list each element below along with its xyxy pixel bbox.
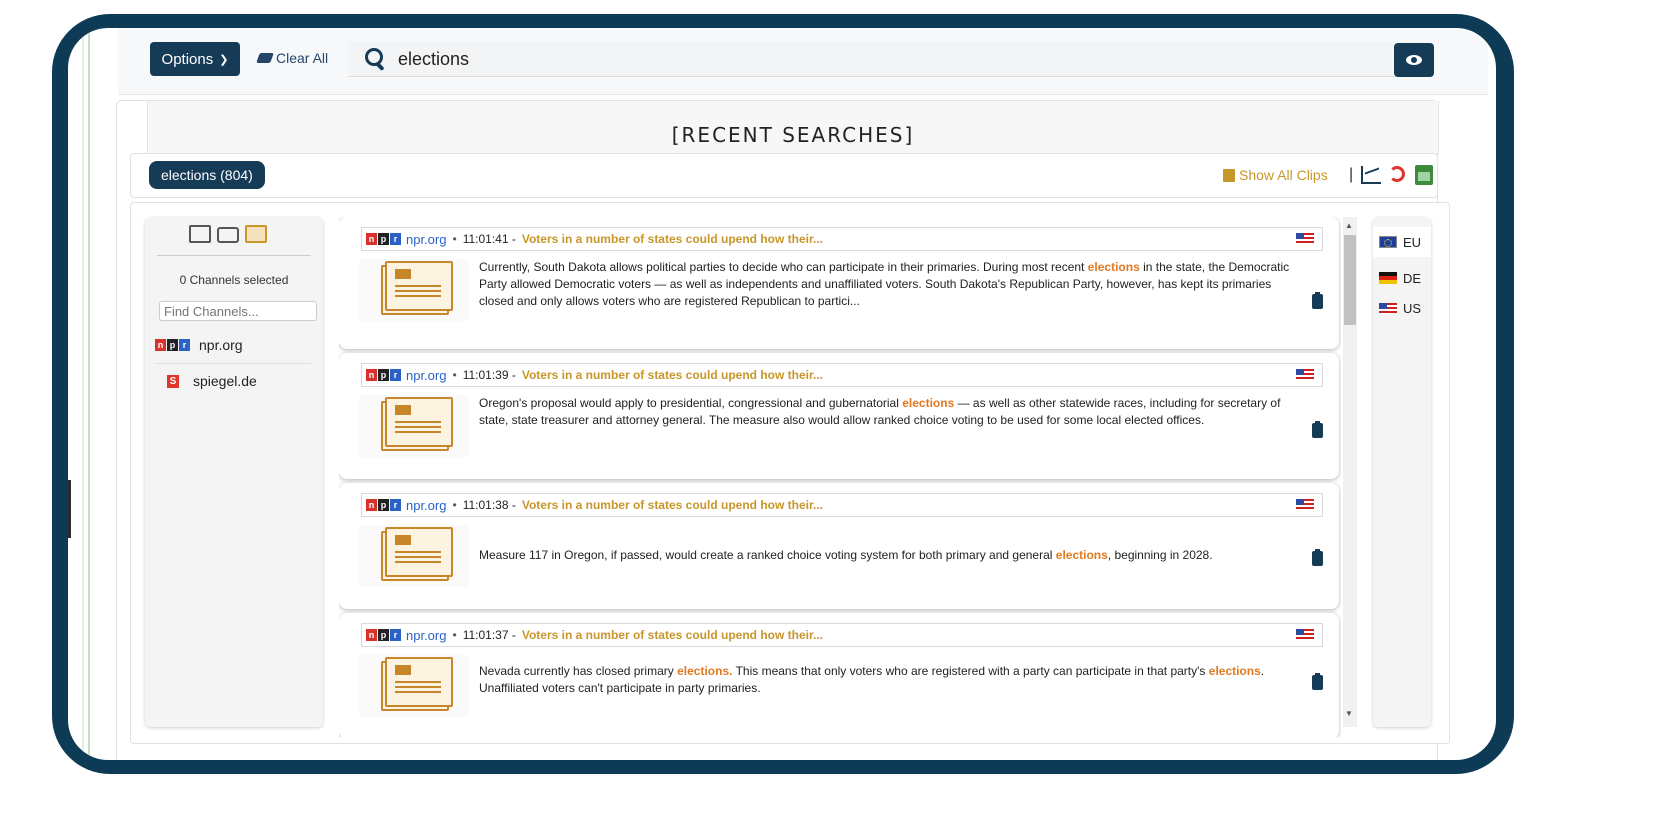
channel-panel xyxy=(145,217,323,727)
clip-headline[interactable]: Voters in a number of states could upend how their... xyxy=(521,232,823,246)
npr-logo: n p r xyxy=(155,339,191,351)
keyword-highlight: elections xyxy=(1087,260,1140,274)
bullet: • xyxy=(452,368,457,382)
channel-item-npr[interactable] xyxy=(155,337,243,353)
region-panel xyxy=(1373,217,1431,727)
channel-item-spiegel[interactable] xyxy=(167,373,257,389)
newspaper-icon[interactable] xyxy=(245,225,267,243)
media-type-filter xyxy=(189,225,267,243)
tv-icon[interactable] xyxy=(189,225,211,243)
clip-feed xyxy=(339,217,1341,737)
recent-searches-header xyxy=(147,101,1439,154)
clear-all-label: Clear All xyxy=(276,50,329,66)
region-eu[interactable] xyxy=(1373,227,1431,257)
clip-card[interactable] xyxy=(339,217,1339,349)
options-label: Options xyxy=(161,50,214,68)
bullet: • xyxy=(452,498,457,512)
search-tag-row xyxy=(130,153,1438,198)
npr-logo: n p r xyxy=(366,499,402,511)
eye-icon xyxy=(1406,55,1422,65)
bullet: • xyxy=(452,232,457,246)
channel-name: spiegel.de xyxy=(193,373,257,389)
clip-snippet: Oregon's proposal would apply to presidential, congressional and gubernatorial elections — as well as other statewide races, including for secretary of state, state treasurer and attorney general. The measure also would allow ranked choice voting to be used for some local elected offices. xyxy=(479,396,1281,427)
clip-time: 11:01:41 - xyxy=(462,232,516,246)
top-bar xyxy=(118,28,1488,95)
article-thumbnail xyxy=(359,525,469,587)
channel-name: npr.org xyxy=(199,337,243,353)
article-thumbnail xyxy=(359,259,469,321)
clip-card[interactable] xyxy=(339,613,1339,737)
view-toggle-button[interactable] xyxy=(1394,43,1434,77)
radio-icon[interactable] xyxy=(217,227,239,243)
spreadsheet-icon[interactable] xyxy=(1415,165,1433,185)
search-tag[interactable]: elections (804) xyxy=(149,161,265,189)
region-de[interactable] xyxy=(1373,263,1431,293)
us-flag-icon xyxy=(1296,369,1314,380)
clip-headline[interactable]: Voters in a number of states could upend how their... xyxy=(521,628,823,642)
scrollbar-thumb[interactable] xyxy=(1344,235,1356,325)
us-flag-icon xyxy=(1296,499,1314,510)
clip-card[interactable] xyxy=(339,483,1339,609)
clip-source[interactable]: npr.org xyxy=(406,231,447,247)
article-thumbnail xyxy=(359,655,469,717)
divider xyxy=(155,363,311,364)
clip-header xyxy=(361,623,1323,647)
us-flag-icon xyxy=(1296,233,1314,244)
keyword-highlight: elections xyxy=(1055,548,1108,562)
edge-line xyxy=(82,28,84,760)
clip-time: 11:01:37 - xyxy=(462,628,516,642)
undo-icon[interactable] xyxy=(1389,166,1405,182)
spiegel-logo: S xyxy=(167,375,179,388)
clip-header xyxy=(361,493,1323,517)
region-label: DE xyxy=(1403,270,1422,286)
edge-line xyxy=(88,28,90,760)
clip-headline[interactable]: Voters in a number of states could upend how their... xyxy=(521,368,823,382)
app-screen xyxy=(68,28,1496,760)
clip-time: 11:01:38 - xyxy=(462,498,516,512)
results-area xyxy=(130,202,1450,744)
region-label: US xyxy=(1403,300,1422,316)
recent-searches-title: [RECENT SEARCHES] xyxy=(148,123,1438,147)
options-button[interactable] xyxy=(150,42,240,76)
show-all-clips-label: Show All Clips xyxy=(1239,167,1328,183)
eraser-icon xyxy=(256,53,274,63)
show-all-clips-button[interactable] xyxy=(1223,167,1328,183)
bullet: • xyxy=(452,628,457,642)
clip-snippet: Currently, South Dakota allows political parties to decide who can participate in their primaries. During most recent elections in the state, the Democratic Party allowed Democratic voters — as well as independents and unaffiliated voters. South Dakota's Republican Party, however, has kept its primaries closed and only allows voters who are registered Republican to partici... xyxy=(479,260,1290,308)
clip-time: 11:01:39 - xyxy=(462,368,516,382)
clip-source[interactable]: npr.org xyxy=(406,627,447,643)
clip-source[interactable]: npr.org xyxy=(406,497,447,513)
npr-logo: n p r xyxy=(366,369,402,381)
line-chart-icon[interactable] xyxy=(1361,166,1381,184)
clip-header xyxy=(361,227,1323,251)
edge-mark xyxy=(68,480,71,538)
clip-snippet: Nevada currently has closed primary elections. This means that only voters who are registered with a party can participate in that party's elections. Unaffiliated voters can't participate in party primaries. xyxy=(479,664,1265,695)
search-box xyxy=(348,42,1428,77)
divider xyxy=(157,255,311,256)
npr-logo: n p r xyxy=(366,233,402,245)
keyword-highlight: elections. xyxy=(677,664,733,678)
keyword-highlight: elections xyxy=(902,396,955,410)
clip-headline[interactable]: Voters in a number of states could upend how their... xyxy=(521,498,823,512)
scroll-up-icon[interactable]: ▲ xyxy=(1345,221,1353,230)
search-input[interactable] xyxy=(396,48,1300,71)
region-label: EU xyxy=(1403,234,1422,250)
clips-icon xyxy=(1223,169,1235,182)
clear-all-button[interactable] xyxy=(258,50,328,66)
keyword-highlight: elections xyxy=(1208,664,1261,678)
article-thumbnail xyxy=(359,395,469,457)
clip-header xyxy=(361,363,1323,387)
chevron-down-icon: ❯ xyxy=(219,53,229,66)
scroll-down-icon[interactable]: ▼ xyxy=(1345,709,1353,718)
eu-flag-icon xyxy=(1379,236,1397,248)
clip-card[interactable] xyxy=(339,353,1339,479)
clipboard-icon[interactable] xyxy=(1312,675,1323,690)
us-flag-icon xyxy=(1379,303,1397,314)
npr-logo: n p r xyxy=(366,629,402,641)
main-panel xyxy=(116,100,1438,760)
clipboard-icon[interactable] xyxy=(1312,423,1323,438)
search-icon[interactable] xyxy=(362,45,390,73)
clip-source[interactable]: npr.org xyxy=(406,367,447,383)
de-flag-icon xyxy=(1379,272,1397,284)
toolbar-separator: | xyxy=(1349,166,1354,183)
clipboard-icon[interactable] xyxy=(1312,294,1323,309)
find-channels-input[interactable] xyxy=(159,301,317,321)
clip-snippet: Measure 117 in Oregon, if passed, would create a ranked choice voting system for both primary and general elections, beginning in 2028. xyxy=(479,548,1213,562)
clipboard-icon[interactable] xyxy=(1312,551,1323,566)
us-flag-icon xyxy=(1296,629,1314,640)
channels-selected-count: 0 Channels selected xyxy=(179,273,289,287)
region-us[interactable] xyxy=(1373,293,1431,323)
